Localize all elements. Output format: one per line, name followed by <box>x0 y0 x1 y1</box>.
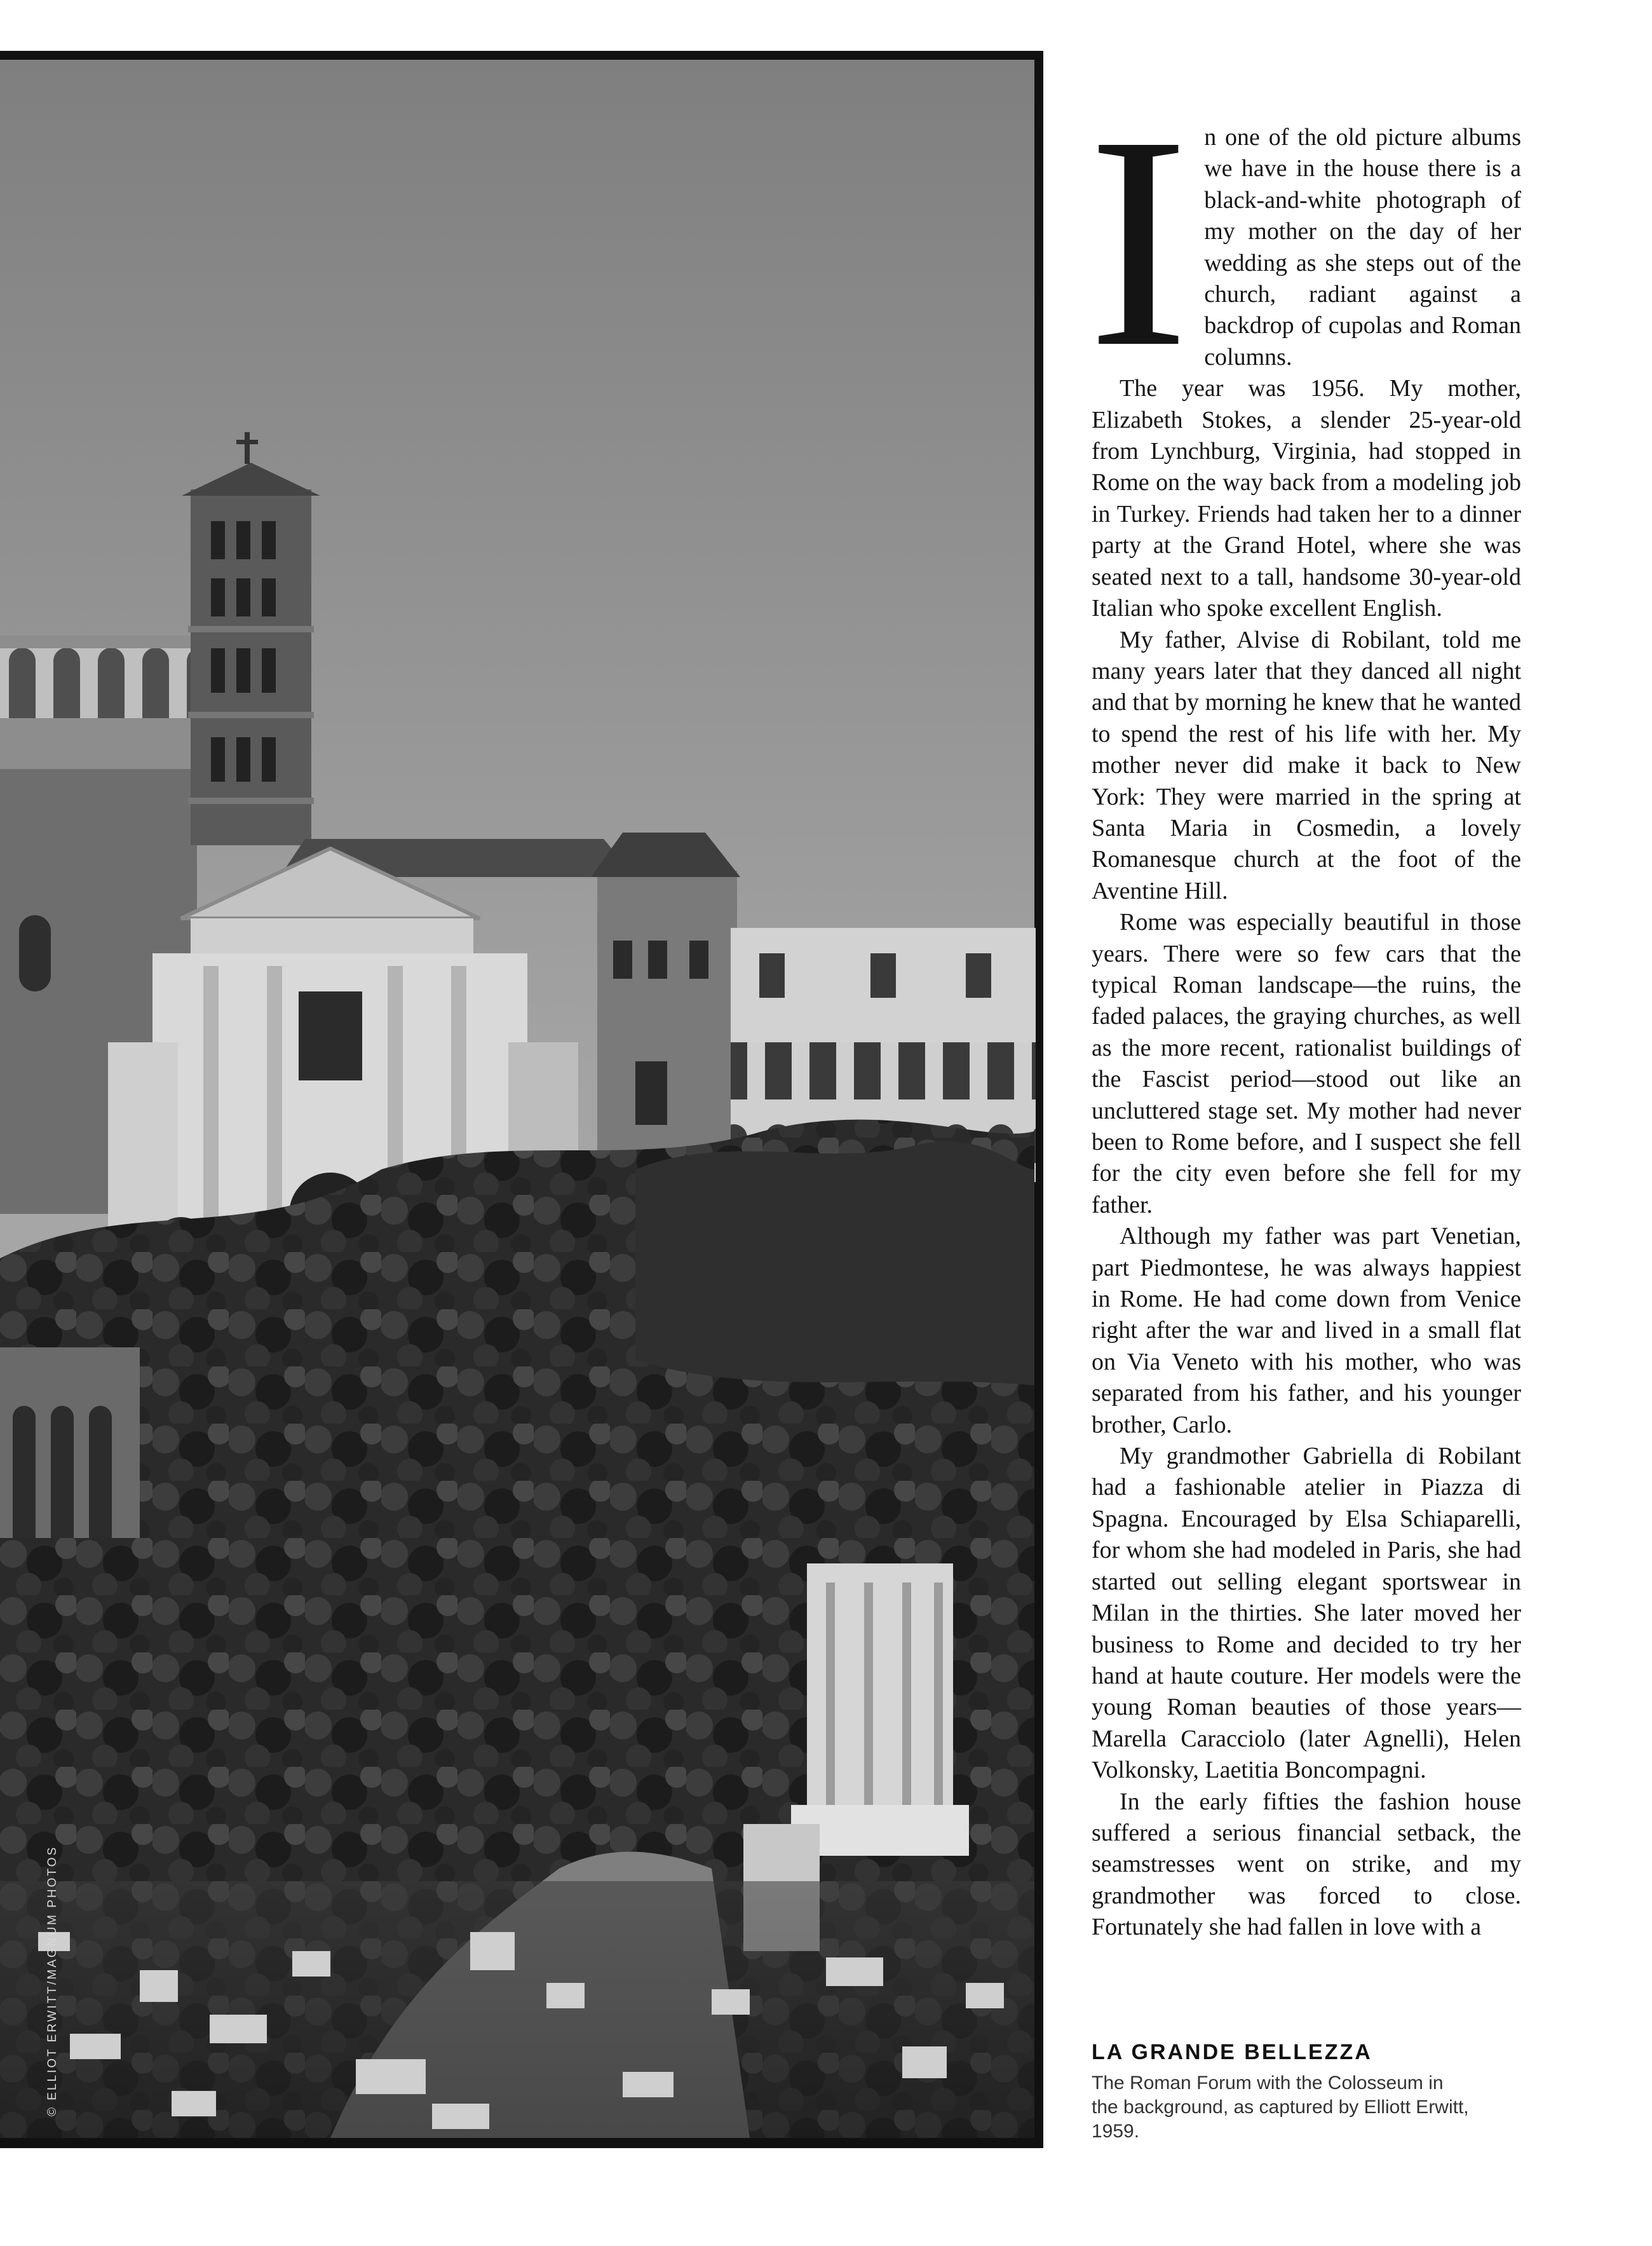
drop-cap: I <box>1088 74 1189 410</box>
forum-photograph <box>0 51 1043 2148</box>
photo-caption <box>1092 2040 1473 2144</box>
paragraph-4: Rome was especially beautiful in those years. There were so few cars that the typical Roman landscape—the ruins, the faded palaces, the graying churches, as well as the more recent, rationalist buildings of the Fascist period—stood out like an uncluttered stage set. My mother had never been to Rome before, and I suspect she fell for the city even before she fell for my father. <box>1092 909 1521 1218</box>
paragraph-7: In the early fifties the fashion house suffered a serious financial setback, the seamstresses went on strike, and my grandmother was forced to close. Fortunately she had fallen in love with a <box>1092 1788 1521 1941</box>
photo-credit: © ELLIOT ERWITT/MAGNUM PHOTOS <box>46 1845 59 2116</box>
forum-photo-illustration <box>0 51 1043 2148</box>
paragraph-2: The year was 1956. My mother, Elizabeth Stokes, a slender 25-year-old from Lynchburg, Virginia, had stopped in Rome on the way back from a modeling job in Turkey. Friends had taken her to a dinner party at the Grand Hotel, where she was seated next to a tall, handsome 30-year-old Italian who spoke excellent English. <box>1092 375 1521 622</box>
paragraph-1-text: n one of the old picture albums we have in the house there is a black-and-white photograph of my mother on the day of her wedding as she steps out of the church, radiant against a backdrop of cupolas and Roman columns. <box>1204 124 1521 371</box>
paragraph-3: My father, Alvise di Robilant, told me many years later that they danced all night and that by morning he knew that he wanted to spend the rest of his life with her. My mother never did make it back to New York: They were married in the spring at Santa Maria in Cosmedin, a lovely Romanesque church at the foot of the Aventine Hill. <box>1092 626 1521 904</box>
paragraph-6: My grandmother Gabriella di Robilant had a fashionable atelier in Piazza di Spagna. Encouraged by Elsa Schiaparelli, for whom she had modeled in Paris, she had started out selling elegant sportswear in Milan in the thirties. She later moved her business to Rome and decided to try her hand at haute couture. Her models were the young Roman beauties of those years—Marella Caracciolo (later Agnelli), Helen Volkonsky, Laetitia Boncompagni. <box>1092 1443 1521 1784</box>
bell-tower <box>182 432 320 845</box>
article-body <box>1088 74 1521 1943</box>
caption-title: LA GRANDE BELLEZZA <box>1092 2040 1372 2064</box>
paragraph-1 <box>1088 74 1521 410</box>
ruined-arcade <box>0 1347 140 1538</box>
paragraph-5: Although my father was part Venetian, part Piedmontese, he was always happiest in Rome. He had come down from Venice right after the war and lived in a small flat on Via Veneto with his mother, who was separated from his father, and his younger brother, Carlo. <box>1092 1223 1521 1438</box>
caption-text: The Roman Forum with the Colosseum in the background, as captured by Elliott Erwitt, 1959. <box>1092 2072 1469 2142</box>
